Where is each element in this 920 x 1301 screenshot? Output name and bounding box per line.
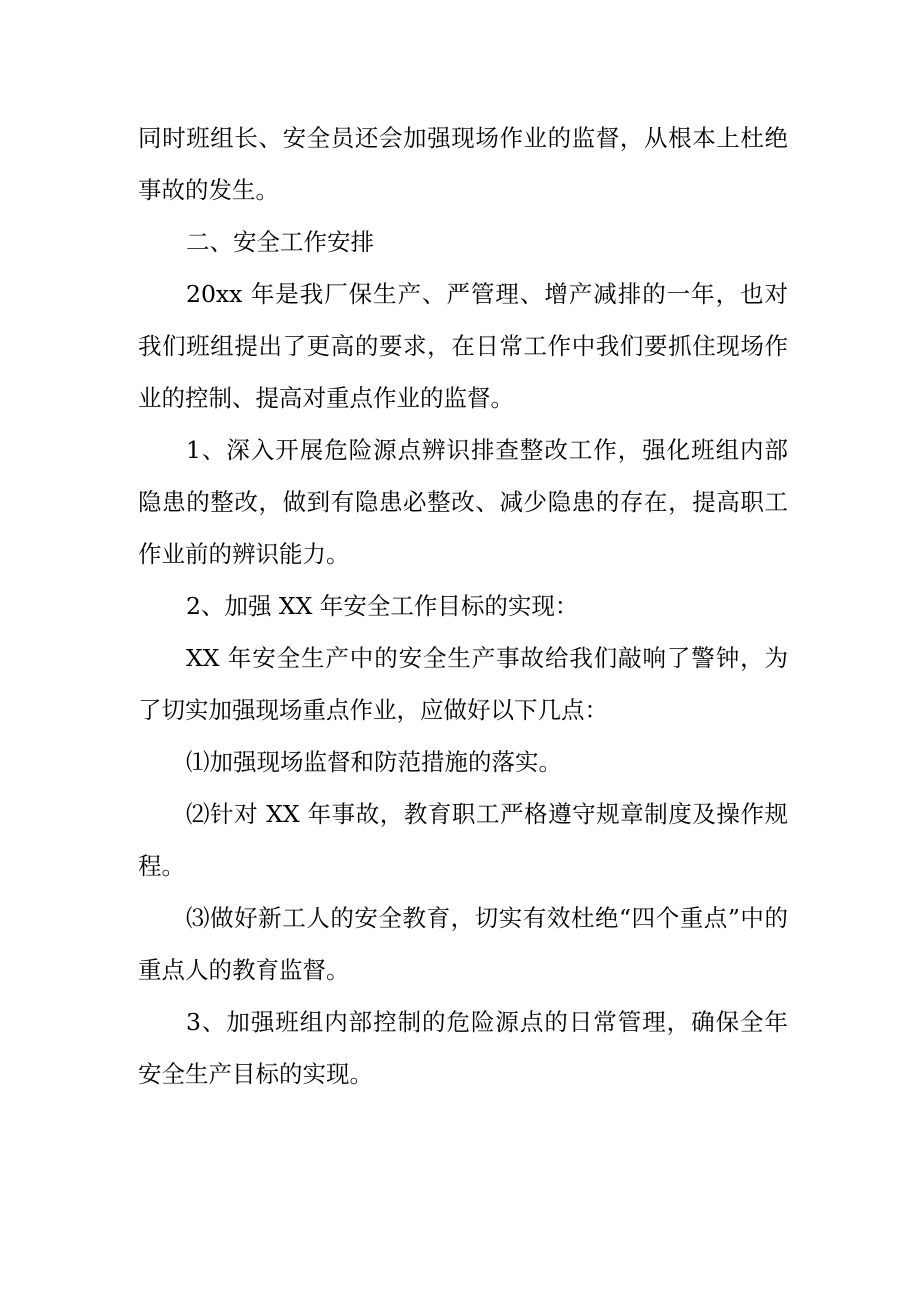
paragraph-warning: XX 年安全生产中的安全生产事故给我们敲响了警钟，为了切实加强现场重点作业，应做好以下几点： xyxy=(138,644,788,724)
list-item-3: 3、加强班组内部控制的危险源点的日常管理，确保全年安全生产目标的实现。 xyxy=(138,1008,788,1088)
sub-item-2: ⑵针对 XX 年事故，教育职工严格遵守规章制度及操作规程。 xyxy=(138,800,788,880)
sub-item-1: ⑴加强现场监督和防范措施的落实。 xyxy=(186,748,562,776)
list-item-1: 1、深入开展危险源点辨识排查整改工作，强化班组内部隐患的整改，做到有隐患必整改、减少隐患的存在，提高职工作业前的辨识能力。 xyxy=(138,436,788,568)
section-heading: 二、安全工作安排 xyxy=(186,228,374,256)
sub-item-3: ⑶做好新工人的安全教育，切实有效杜绝“四个重点”中的重点人的教育监督。 xyxy=(138,904,788,984)
paragraph-intro: 20xx 年是我厂保生产、严管理、增产减排的一年，也对我们班组提出了更高的要求，在日常工作中我们要抓住现场作业的控制、提高对重点作业的监督。 xyxy=(138,280,788,412)
document-page xyxy=(138,112,788,1100)
paragraph-continuation: 同时班组长、安全员还会加强现场作业的监督，从根本上杜绝事故的发生。 xyxy=(138,124,788,204)
list-item-2: 2、加强 XX 年安全工作目标的实现： xyxy=(186,592,579,620)
